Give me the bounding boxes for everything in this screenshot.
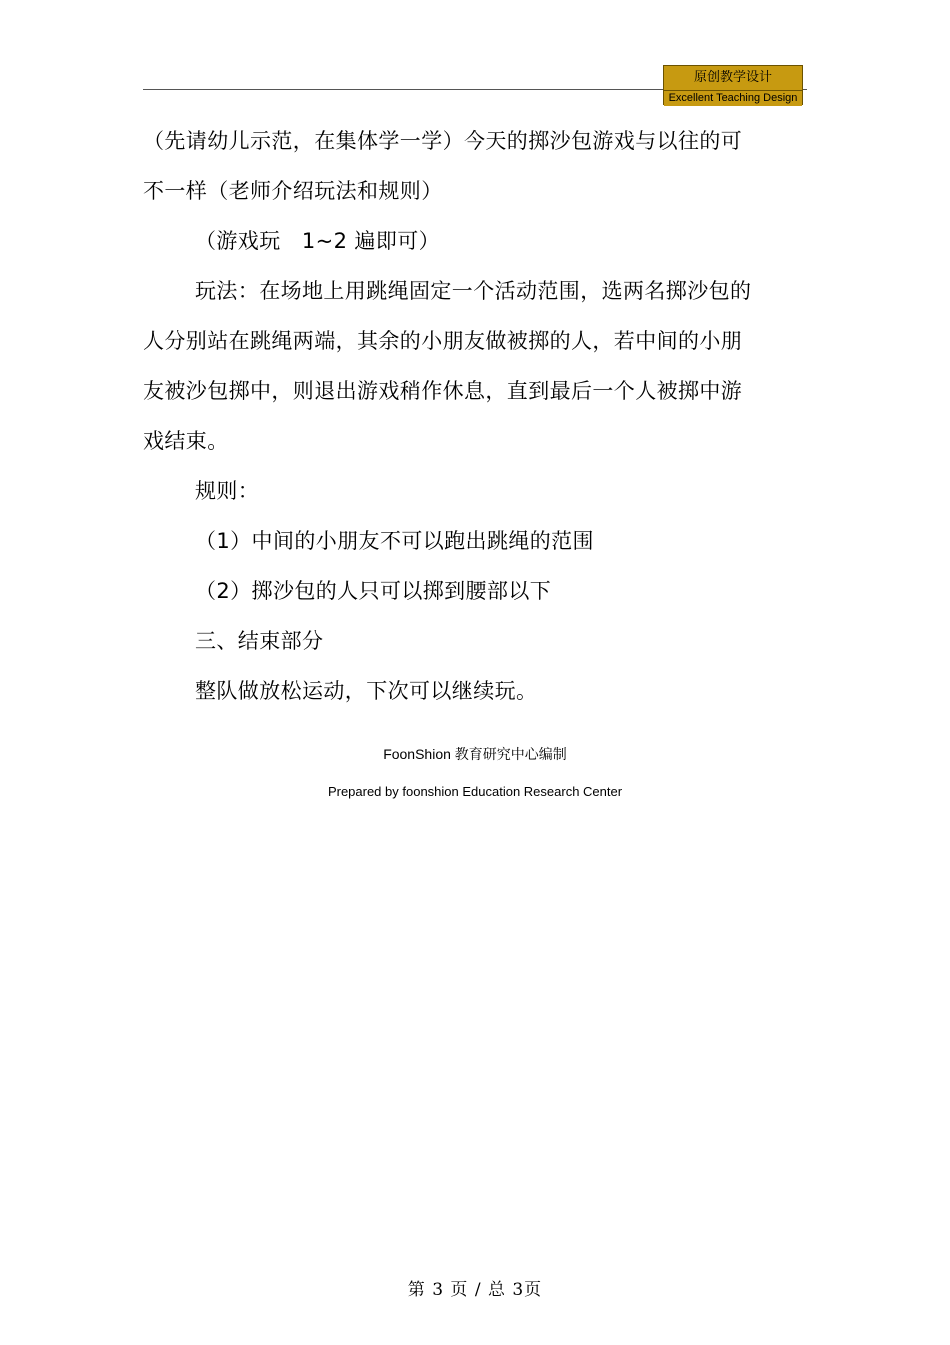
footer-org-cn: FoonShion 教育研究中心编制 [383, 746, 567, 762]
badge-title-cn: 原创教学设计 [664, 66, 802, 91]
paragraph-game-rounds: （游戏玩 1~2 遍即可） [195, 229, 441, 253]
paragraph-rule-1: （1）中间的小朋友不可以跑出跳绳的范围 [195, 529, 594, 553]
paragraph-gameplay: 玩法：在场地上用跳绳固定一个活动范围，选两名掷沙包的人分别站在跳绳两端，其余的小朋友做被掷的人，若中间的小朋友被沙包掷中，则退出游戏稍作休息，直到最后一个人被掷中游戏结束。 [143, 279, 752, 453]
footer-org-en: Prepared by foonshion Education Research Center [327, 784, 623, 799]
paragraph-intro: （先请幼儿示范，在集体学一学）今天的掷沙包游戏与以往的可不一样（老师介绍玩法和规则） [143, 129, 743, 203]
paragraph-rules-heading: 规则： [195, 479, 260, 503]
paragraph-ending: 整队做放松运动，下次可以继续玩。 [195, 679, 538, 703]
badge-title-en: Excellent Teaching Design [664, 91, 802, 106]
section-heading-ending: 三、结束部分 [195, 629, 324, 653]
page-number: 第 3 页 / 总 3页 [407, 1280, 543, 1300]
document-body [143, 116, 753, 716]
header-badge [663, 65, 803, 105]
paragraph-rule-2: （2）掷沙包的人只可以掷到腰部以下 [195, 579, 552, 603]
